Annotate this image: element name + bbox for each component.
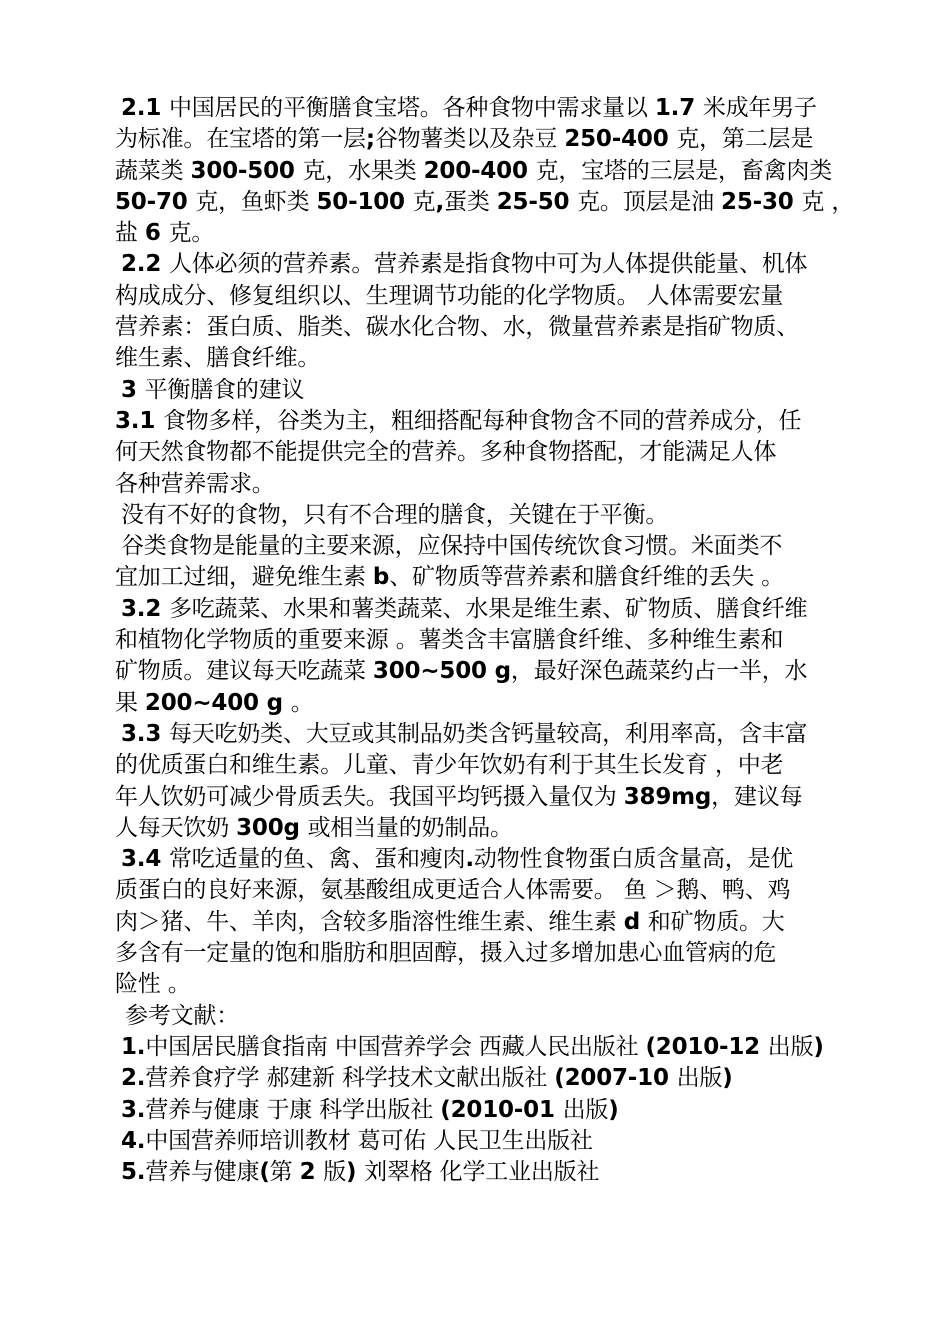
text-run: 谷物薯类以及杂豆	[374, 126, 565, 153]
text-line	[115, 343, 837, 374]
text-run: 多吃蔬菜、水果和薯类蔬菜、水果是维生素、矿物质、膳食纤维	[168, 595, 808, 622]
text-run: 谷类食物是能量的主要来源，应保持中国传统饮食习惯。米面类不	[121, 533, 783, 560]
bold-text: ;	[365, 126, 375, 153]
text-run: 各种营养需求。	[115, 470, 275, 497]
text-run: 多含有一定量的饱和脂肪和胆固醇，摄入过多增加患心血管病的危	[115, 940, 777, 967]
text-line	[115, 625, 837, 656]
text-run: 营养素：蛋白质、脂类、碳水化合物、水，微量营养素是指矿物质、	[115, 314, 800, 341]
bold-text: (2010-12	[645, 1033, 768, 1060]
bold-text: 200~400 g	[144, 689, 291, 716]
text-line	[115, 719, 837, 750]
document-page	[115, 93, 855, 1188]
text-run: 平衡膳食的建议	[144, 376, 305, 403]
text-line	[115, 281, 837, 312]
bold-text: 6	[144, 220, 169, 247]
text-line	[115, 1126, 837, 1157]
text-line	[115, 813, 837, 844]
text-line	[115, 93, 837, 124]
text-line	[115, 218, 837, 249]
text-run: 蛋类	[444, 188, 497, 215]
text-run: 参考文献：	[125, 1002, 240, 1029]
text-run: 版	[323, 1159, 347, 1186]
text-run: 盐	[115, 220, 145, 247]
bold-text: 1.	[121, 1033, 146, 1060]
text-run: 年人饮奶可减少骨质丢失。我国平均钙摄入量仅为	[115, 783, 624, 810]
text-line	[115, 594, 837, 625]
text-line	[115, 656, 837, 687]
text-run: 营养与健康	[145, 1159, 260, 1186]
text-line	[115, 938, 837, 969]
text-run: 动物性食物蛋白质含量高，是优	[473, 846, 794, 873]
text-line	[115, 187, 855, 218]
text-run: 的优质蛋白和维生素。儿童、青少年饮奶有利于其生长发育 ，中老	[115, 752, 784, 779]
text-run: 每天吃奶类、大豆或其制品奶类含钙量较高，利用率高，含丰富	[168, 720, 808, 747]
text-line	[115, 437, 837, 468]
bold-text: 2	[299, 1159, 324, 1186]
text-run: 克，水果类	[302, 157, 424, 184]
text-run: 中国营养师培训教材 葛可佑 人民卫生出版社	[145, 1127, 593, 1154]
text-run: 为标准。在宝塔的第一层	[115, 126, 366, 153]
text-run: 何天然食物都不能提供完全的营养。多种食物搭配，才能满足人体	[115, 439, 777, 466]
text-line	[115, 782, 837, 813]
bold-text: )	[608, 1096, 619, 1123]
text-line	[115, 375, 837, 406]
text-run: 或相当量的奶制品。	[307, 814, 513, 841]
bold-text: 5.	[121, 1159, 146, 1186]
text-run: 。	[290, 689, 314, 716]
text-line	[115, 562, 837, 593]
text-line	[115, 312, 837, 343]
text-run: 和矿物质。大	[647, 908, 785, 935]
text-run: 克，宝塔的三层是，畜禽肉类	[535, 157, 833, 184]
bold-text: 2.	[121, 1065, 146, 1092]
text-run: 维生素、膳食纤维。	[115, 345, 321, 372]
bold-text: 250-400	[564, 126, 677, 153]
text-line	[115, 969, 837, 1000]
text-line	[115, 844, 837, 875]
text-run: 质蛋白的良好来源，氨基酸组成更适合人体需要。 鱼 ＞鹅、鸭、鸡	[115, 877, 791, 904]
text-line	[115, 750, 837, 781]
bold-text: d	[623, 908, 648, 935]
text-run: 险性 。	[115, 971, 191, 998]
text-run: 中国居民的平衡膳食宝塔。各种食物中需求量以	[168, 95, 655, 121]
bold-text: (2010-01	[440, 1096, 563, 1123]
bold-text: ,	[435, 188, 445, 215]
text-run: 米成年男子	[702, 95, 817, 121]
text-line	[115, 1063, 837, 1094]
bold-text: 25-50	[496, 188, 578, 215]
bold-text: 25-30	[721, 188, 802, 215]
text-run: 蔬菜类	[115, 157, 191, 184]
text-line	[115, 406, 837, 437]
text-line	[115, 1157, 837, 1188]
text-line	[115, 1032, 837, 1063]
bold-text: 50-70	[115, 188, 196, 215]
bold-text: 300-500	[190, 157, 303, 184]
text-line	[115, 1001, 837, 1032]
text-run: 克，鱼虾类	[195, 188, 317, 215]
text-run: 肉＞猪、牛、羊肉，含较多脂溶性维生素、维生素	[115, 908, 624, 935]
text-line	[115, 907, 837, 938]
text-run: 常吃适量的鱼、禽、蛋和瘦肉	[168, 846, 466, 873]
bold-text: 3.4	[121, 846, 169, 873]
text-run: 矿物质。建议每天吃蔬菜	[115, 658, 373, 685]
bold-text: (	[259, 1159, 270, 1186]
text-line	[115, 500, 837, 531]
text-run: 没有不好的食物，只有不合理的膳食，关键在于平衡。	[121, 501, 669, 528]
text-run: 出版	[562, 1096, 609, 1123]
text-run: 克。	[168, 220, 215, 247]
bold-text: 200-400	[423, 157, 536, 184]
text-run: 中国居民膳食指南 中国营养学会 西藏人民出版社	[145, 1033, 646, 1060]
text-run: 宜加工过细，避免维生素	[115, 564, 373, 591]
bold-text: 300~500 g	[372, 658, 511, 685]
bold-text: 4.	[121, 1127, 146, 1154]
bold-text: )	[813, 1033, 824, 1060]
text-run: 克。顶层是油	[577, 188, 722, 215]
bold-text: 50-100	[316, 188, 413, 215]
text-line	[115, 1095, 837, 1126]
text-run: 克，第二层是	[676, 126, 814, 153]
text-line	[115, 124, 837, 155]
bold-text: 2.1	[121, 95, 169, 121]
bold-text: 3.3	[121, 720, 169, 747]
bold-text: 389mg	[623, 783, 712, 810]
text-run: 刘翠格 化学工业出版社	[364, 1159, 600, 1186]
text-run: 营养食疗学 郝建新 科学技术文献出版社	[145, 1065, 555, 1092]
bold-text: (2007-10	[554, 1065, 677, 1092]
bold-text: 3.	[121, 1096, 146, 1123]
text-run: ，最好深色蔬菜约占一半，水	[510, 658, 808, 685]
text-run: 构成成分、修复组织以、生理调节功能的化学物质。 人体需要宏量	[115, 282, 784, 309]
bold-text: b	[372, 564, 390, 591]
text-run: 克 ，	[801, 188, 855, 215]
text-line	[115, 249, 837, 280]
bold-text: 3.1	[115, 407, 163, 434]
bold-text: .	[465, 846, 474, 873]
text-run: ，建议每	[711, 783, 803, 810]
text-line	[115, 156, 837, 187]
text-line	[115, 531, 837, 562]
text-run: 出版	[676, 1065, 723, 1092]
text-run: 营养与健康 于康 科学出版社	[145, 1096, 441, 1123]
text-line	[115, 688, 837, 719]
text-line	[115, 469, 837, 500]
text-run: 果	[115, 689, 145, 716]
bold-text: )	[346, 1159, 365, 1186]
bold-text: 1.7	[654, 95, 703, 121]
text-run: 第	[269, 1159, 300, 1186]
text-run: 出版	[767, 1033, 814, 1060]
text-run: 、矿物质等营养素和膳食纤维的丢失 。	[389, 564, 784, 591]
text-run: 食物多样，谷类为主，粗细搭配每种食物含不同的营养成分，任	[162, 407, 802, 434]
text-run: 克	[412, 188, 436, 215]
text-run: 人体必须的营养素。营养素是指食物中可为人体提供能量、机体	[168, 251, 808, 278]
bold-text: 2.2	[121, 251, 169, 278]
text-run: 人每天饮奶	[115, 814, 237, 841]
bold-text: )	[722, 1065, 733, 1092]
bold-text: 3	[121, 376, 145, 403]
text-run: 和植物化学物质的重要来源 。薯类含丰富膳食纤维、多种维生素和	[115, 627, 784, 654]
bold-text: 3.2	[121, 595, 169, 622]
bold-text: 300g	[236, 814, 308, 841]
text-line	[115, 875, 837, 906]
